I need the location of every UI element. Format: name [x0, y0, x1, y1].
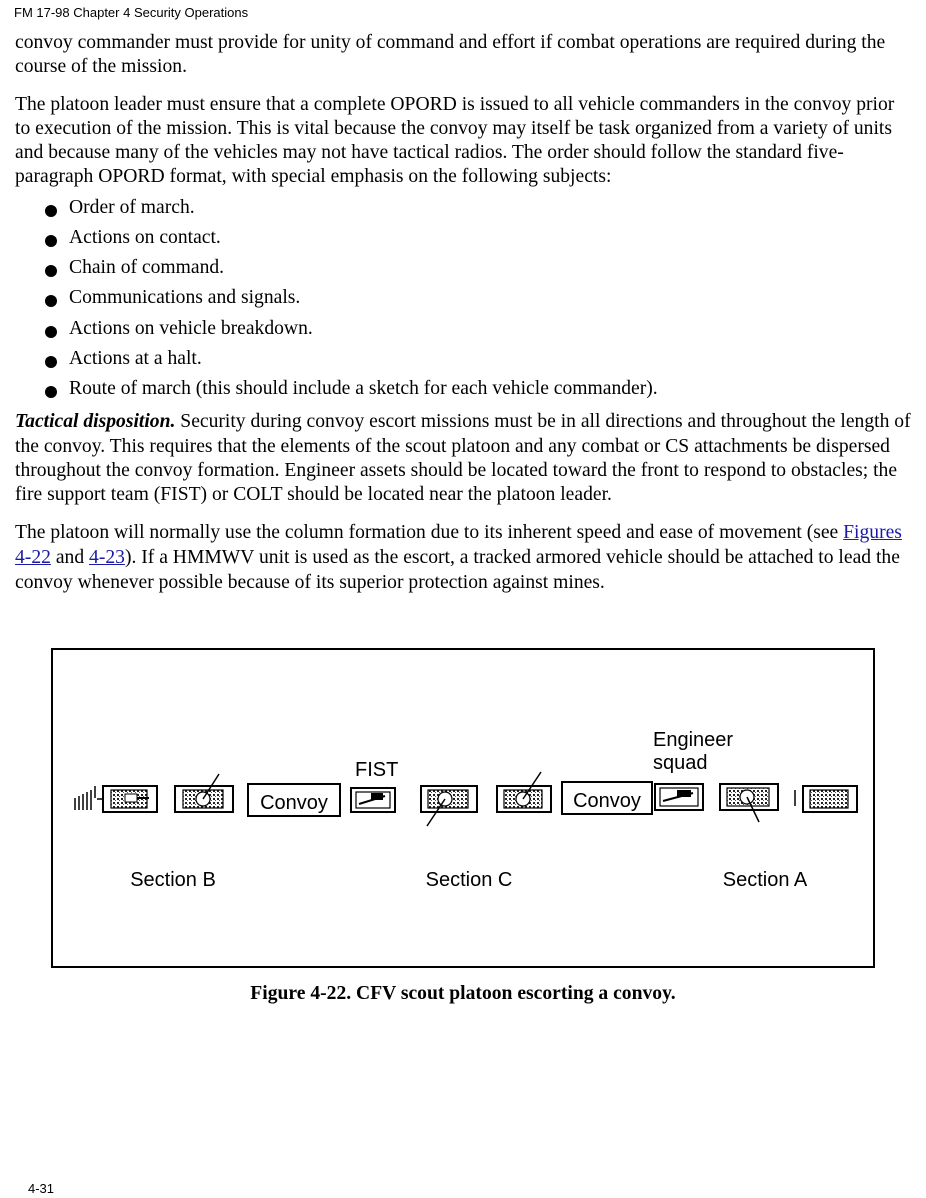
cfv-vehicle	[421, 786, 477, 826]
paragraph-column-formation: The platoon will normally use the column formation due to its inherent speed and ease of movement (see Figures 4-22 and 4-23). If a HMMWV unit is used as the escort, a tracked armored vehicle should be attached to lead the convoy whenever possible because of its superior protection against mines.	[15, 522, 902, 594]
engineer-vehicle	[655, 784, 703, 810]
list-item: Communications and signals.	[15, 283, 911, 313]
paragraph-tactical-disposition: Tactical disposition. Security during convoy escort missions must be in all directions and throughout the length of the convoy. This requires that the elements of the scout platoon and any combat or CS attachments be dispersed throughout the convoy formation. Engineer assets should be located toward the front to respond to obstacles; the fire support team (FIST) or COLT should be located near the platoon leader.	[15, 411, 911, 506]
paragraph-convoy-commander: convoy commander must provide for unity of command and effort if combat operations are required during the course of the mission.	[15, 32, 886, 78]
list-item: Actions on vehicle breakdown.	[15, 314, 911, 344]
list-item: Route of march (this should include a sketch for each vehicle commander).	[15, 374, 911, 404]
section-b-label: Section B	[130, 869, 216, 891]
cfv-vehicle	[795, 786, 857, 812]
bullet-icon	[45, 265, 57, 277]
opord-subject-list	[15, 193, 911, 404]
engineer-label-line1: Engineer	[653, 729, 734, 751]
cfv-vehicle	[175, 774, 233, 812]
convoy-box	[248, 784, 340, 816]
bullet-icon	[45, 356, 57, 368]
list-item: Order of march.	[15, 193, 911, 223]
convoy-diagram	[53, 650, 873, 966]
section-a-label: Section A	[722, 869, 808, 891]
bullet-icon	[45, 295, 57, 307]
figure-4-23-link[interactable]: 4-23	[89, 547, 125, 569]
convoy-label: Convoy	[260, 792, 328, 814]
cfv-vehicle	[97, 786, 157, 812]
bullet-icon	[45, 326, 57, 338]
page-header: FM 17-98 Chapter 4 Security Operations	[14, 5, 249, 20]
convoy-label: Convoy	[573, 790, 641, 812]
list-item: Actions at a halt.	[15, 344, 911, 374]
cfv-vehicle	[497, 772, 551, 812]
figure-caption: Figure 4-22. CFV scout platoon escorting a convoy.	[250, 983, 676, 1004]
cfv-vehicle	[720, 784, 778, 822]
engineer-label-line2: squad	[653, 752, 708, 774]
figure-4-22-link[interactable]: Figures 4-22	[15, 522, 902, 569]
convoy-figure	[51, 648, 875, 968]
list-item: Chain of command.	[15, 253, 911, 283]
body-text	[15, 31, 911, 608]
page-number: 4-31	[28, 1181, 55, 1196]
bullet-icon	[45, 205, 57, 217]
section-c-label: Section C	[425, 869, 513, 891]
fist-vehicle	[351, 788, 395, 812]
paragraph-opord: The platoon leader must ensure that a complete OPORD is issued to all vehicle commanders in the convoy prior to execution of the mission. This is vital because the convoy may itself be task organized from a variety of units and because many of the vehicles may not have tactical radios. The order should follow the standard five-paragraph OPORD format, with special emphasis on the following subjects:	[15, 93, 895, 188]
convoy-box	[562, 782, 652, 814]
list-item: Actions on contact.	[15, 223, 911, 253]
bullet-icon	[45, 386, 57, 398]
tick-marks-left	[75, 786, 95, 810]
paragraph-lead-in: Tactical disposition.	[15, 411, 176, 433]
bullet-icon	[45, 235, 57, 247]
fist-label: FIST	[355, 759, 399, 781]
